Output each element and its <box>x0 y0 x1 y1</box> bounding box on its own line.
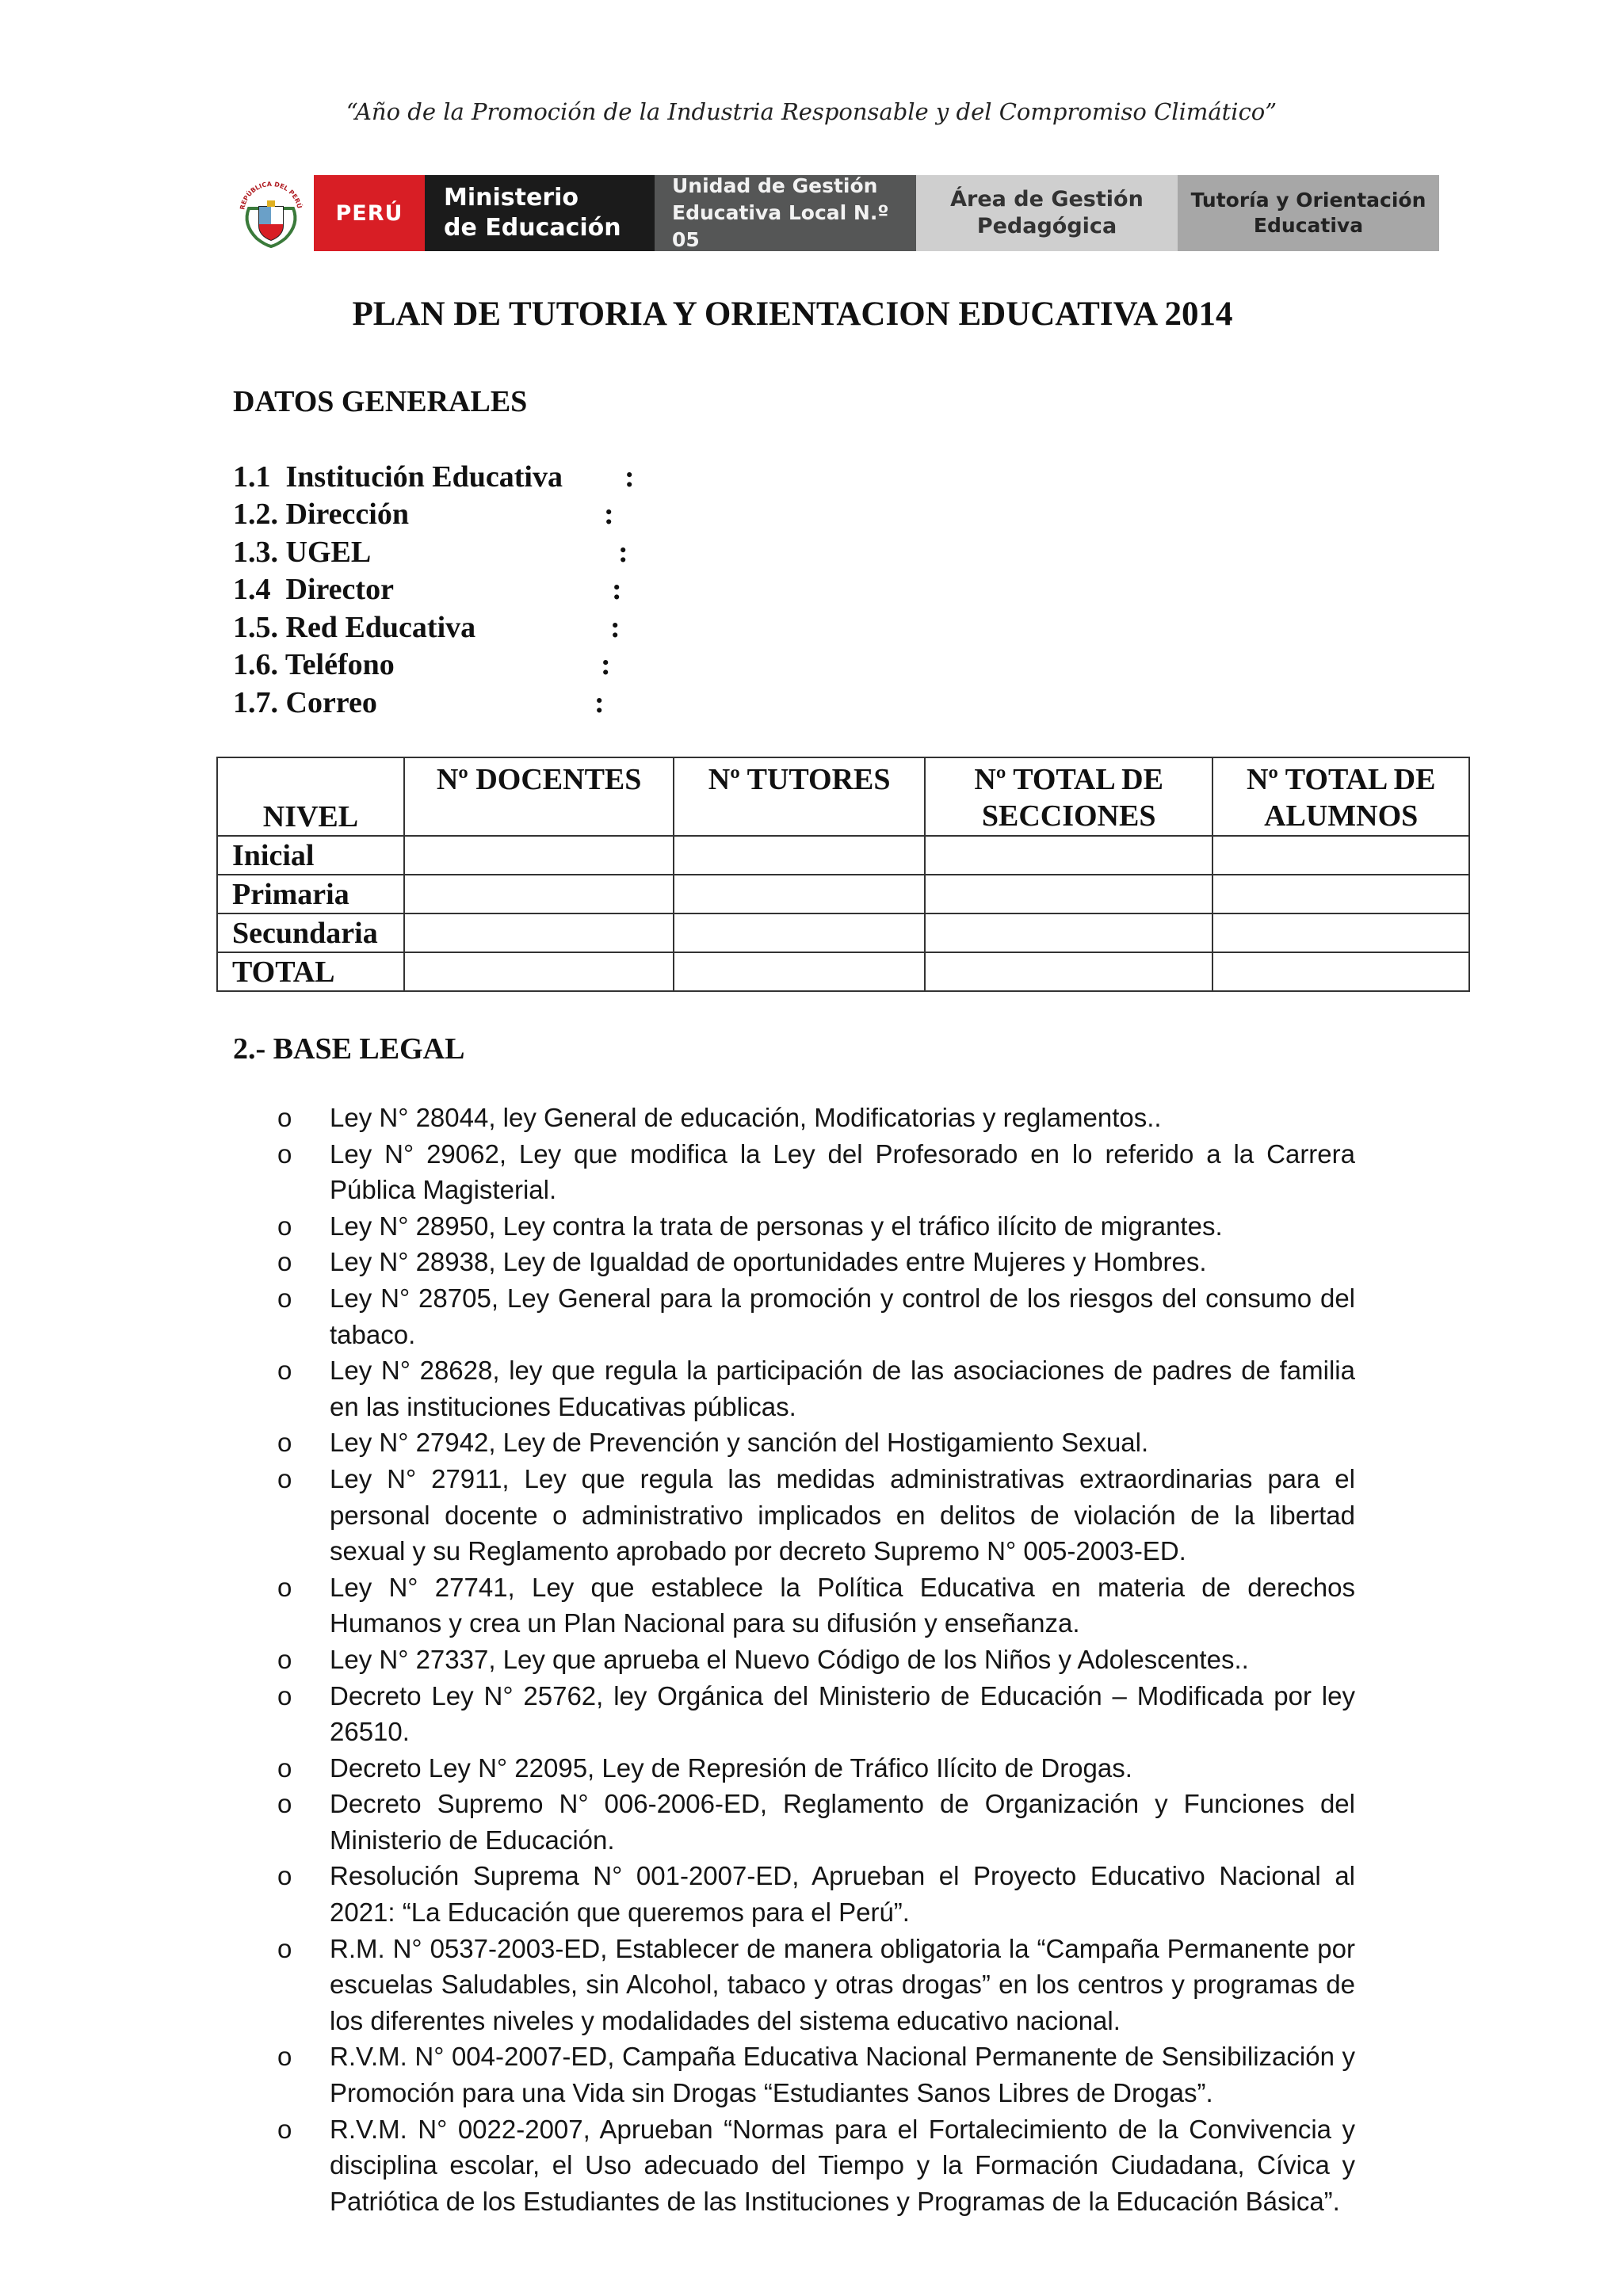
table-cell <box>1212 952 1469 991</box>
bullet-icon: o <box>277 1356 292 1386</box>
list-item <box>277 1786 1355 1858</box>
list-item <box>277 1461 1355 1569</box>
row-label: TOTAL <box>217 952 404 991</box>
table-cell <box>925 952 1212 991</box>
law-text: Ley N° 27741, Ley que establece la Política Educativa en materia de derechos Humanos y crea un Plan Nacional para su difusión y enseñanza. <box>330 1572 1355 1638</box>
list-item <box>277 2111 1355 2220</box>
stats-table <box>216 757 1470 992</box>
law-text: Ley N° 29062, Ley que modifica la Ley del Profesorado en lo referido a la Carrera Pública Magisterial. <box>330 1138 1355 1205</box>
field-red-educativa: 1.5. Red Educativa : <box>233 611 621 644</box>
table-cell <box>674 952 925 991</box>
peru-label: PERÚ <box>314 175 425 251</box>
table-header-row <box>217 757 1469 836</box>
table-row <box>217 913 1469 952</box>
bullet-icon: o <box>277 1463 292 1493</box>
header-motto: “Año de la Promoción de la Industria Responsable y del Compromiso Climático” <box>346 98 1277 125</box>
bullet-icon: o <box>277 1247 292 1277</box>
law-text: Decreto Ley N° 25762, ley Orgánica del Ministerio de Educación – Modificada por ley 26510. <box>330 1680 1355 1747</box>
law-text: Decreto Supremo N° 006-2006-ED, Reglamento de Organización y Funciones del Ministerio de Educación. <box>330 1789 1355 1855</box>
list-item <box>277 1425 1355 1461</box>
table-cell <box>1212 836 1469 875</box>
list-item <box>277 1136 1355 1208</box>
table-cell <box>1212 875 1469 913</box>
law-text: Ley N° 28044, ley General de educación, Modificatorias y reglamentos.. <box>330 1103 1162 1132</box>
header-docentes: Nº DOCENTES <box>404 757 674 836</box>
law-text: R.M. N° 0537-2003-ED, Establecer de manera obligatoria la “Campaña Permanente por escuelas Saludables, sin Alcohol, tabaco y otras drogas” en los centros y programas de los diferentes niveles y modalidades del sistema educativo nacional. <box>330 1933 1355 2035</box>
bullet-icon: o <box>277 1753 292 1783</box>
ministry-label: Ministerio de Educación <box>425 175 655 251</box>
tutoria-label: Tutoría y Orientación Educativa <box>1178 175 1439 251</box>
list-item <box>277 1352 1355 1425</box>
law-text: R.V.M. N° 004-2007-ED, Campaña Educativa Nacional Permanente de Sensibilización y Promoción para una Vida sin Drogas “Estudiantes Sanos Libres de Drogas”. <box>330 2042 1355 2108</box>
list-item <box>277 1100 1355 1136</box>
list-item <box>277 1858 1355 1930</box>
row-label: Primaria <box>217 875 404 913</box>
header-nivel: NIVEL <box>217 757 404 836</box>
table-cell <box>674 875 925 913</box>
document-title: PLAN DE TUTORIA Y ORIENTACION EDUCATIVA 2014 <box>352 296 1233 333</box>
field-director: 1.4 Director : <box>233 573 622 606</box>
law-text: Ley N° 28938, Ley de Igualdad de oportunidades entre Mujeres y Hombres. <box>330 1247 1207 1277</box>
ugel-label: Unidad de Gestión Educativa Local N.º 05 <box>655 175 916 251</box>
svg-text:REPÚBLICA DEL PERÚ: REPÚBLICA DEL PERÚ <box>239 180 304 211</box>
table-row <box>217 952 1469 991</box>
datos-generales-heading: DATOS GENERALES <box>233 385 528 418</box>
table-row <box>217 836 1469 875</box>
list-item <box>277 1678 1355 1750</box>
list-item <box>277 2039 1355 2111</box>
bullet-icon: o <box>277 1211 292 1241</box>
field-direccion: 1.2. Dirección : <box>233 498 614 531</box>
table-cell <box>404 836 674 875</box>
list-item <box>277 1244 1355 1280</box>
law-text: Ley N° 28705, Ley General para la promoción y control de los riesgos del consumo del tabaco. <box>330 1283 1355 1349</box>
bullet-icon: o <box>277 1789 292 1819</box>
table-cell <box>925 913 1212 952</box>
field-correo: 1.7. Correo : <box>233 686 605 719</box>
table-cell <box>674 913 925 952</box>
bullet-icon: o <box>277 1138 292 1169</box>
base-legal-list <box>277 1100 1355 2219</box>
list-item <box>277 1208 1355 1245</box>
law-text: Ley N° 27337, Ley que aprueba el Nuevo Código de los Niños y Adolescentes.. <box>330 1644 1249 1674</box>
bullet-icon: o <box>277 1644 292 1674</box>
list-item <box>277 1931 1355 2039</box>
bullet-icon: o <box>277 1428 292 1458</box>
header-secciones: Nº TOTAL DE SECCIONES <box>925 757 1212 836</box>
header-alumnos: Nº TOTAL DE ALUMNOS <box>1212 757 1469 836</box>
field-institucion: 1.1 Institución Educativa : <box>233 460 635 494</box>
list-item <box>277 1642 1355 1678</box>
area-label: Área de Gestión Pedagógica <box>916 175 1178 251</box>
bullet-icon: o <box>277 1283 292 1313</box>
bullet-icon: o <box>277 1572 292 1602</box>
bullet-icon: o <box>277 2042 292 2072</box>
table-cell <box>1212 913 1469 952</box>
law-text: Resolución Suprema N° 001-2007-ED, Aprueban el Proyecto Educativo Nacional al 2021: “La Educación que queremos para el Perú”. <box>330 1861 1355 1928</box>
institutional-banner <box>228 175 1439 251</box>
table-cell <box>404 913 674 952</box>
law-text: R.V.M. N° 0022-2007, Aprueban “Normas para el Fortalecimiento de la Convivencia y disciplina escolar, el Uso adecuado del Tiempo y la Formación Ciudadana, Cívica y Patriótica de los Estudiantes de las Instituciones y Programas de la Educación Básica”. <box>330 2114 1355 2216</box>
law-text: Ley N° 27911, Ley que regula las medidas administrativas extraordinarias para el personal docente o administrativo implicados en delitos de violación de la libertad sexual y su Reglamento aprobado por decreto Supremo N° 005-2003-ED. <box>330 1463 1355 1566</box>
bullet-icon: o <box>277 1680 292 1711</box>
law-text: Decreto Ley N° 22095, Ley de Represión de Tráfico Ilícito de Drogas. <box>330 1753 1132 1783</box>
row-label: Inicial <box>217 836 404 875</box>
field-telefono: 1.6. Teléfono : <box>233 648 611 681</box>
table-cell <box>925 836 1212 875</box>
bullet-icon: o <box>277 1933 292 1963</box>
law-text: Ley N° 28950, Ley contra la trata de personas y el tráfico ilícito de migrantes. <box>330 1211 1223 1241</box>
bullet-icon: o <box>277 1103 292 1132</box>
field-ugel: 1.3. UGEL : <box>233 536 628 569</box>
header-tutores: Nº TUTORES <box>674 757 925 836</box>
list-item <box>277 1280 1355 1352</box>
law-text: Ley N° 28628, ley que regula la participación de las asociaciones de padres de familia en las instituciones Educativas públicas. <box>330 1356 1355 1421</box>
table-row <box>217 875 1469 913</box>
table-cell <box>925 875 1212 913</box>
row-label: Secundaria <box>217 913 404 952</box>
bullet-icon: o <box>277 2114 292 2144</box>
bullet-icon: o <box>277 1861 292 1891</box>
base-legal-heading: 2.- BASE LEGAL <box>233 1032 465 1066</box>
table-cell <box>674 836 925 875</box>
list-item <box>277 1750 1355 1787</box>
table-cell <box>404 952 674 991</box>
table-cell <box>404 875 674 913</box>
law-text: Ley N° 27942, Ley de Prevención y sanción del Hostigamiento Sexual. <box>330 1428 1149 1458</box>
list-item <box>277 1569 1355 1642</box>
peru-coat-of-arms-icon <box>228 175 314 251</box>
